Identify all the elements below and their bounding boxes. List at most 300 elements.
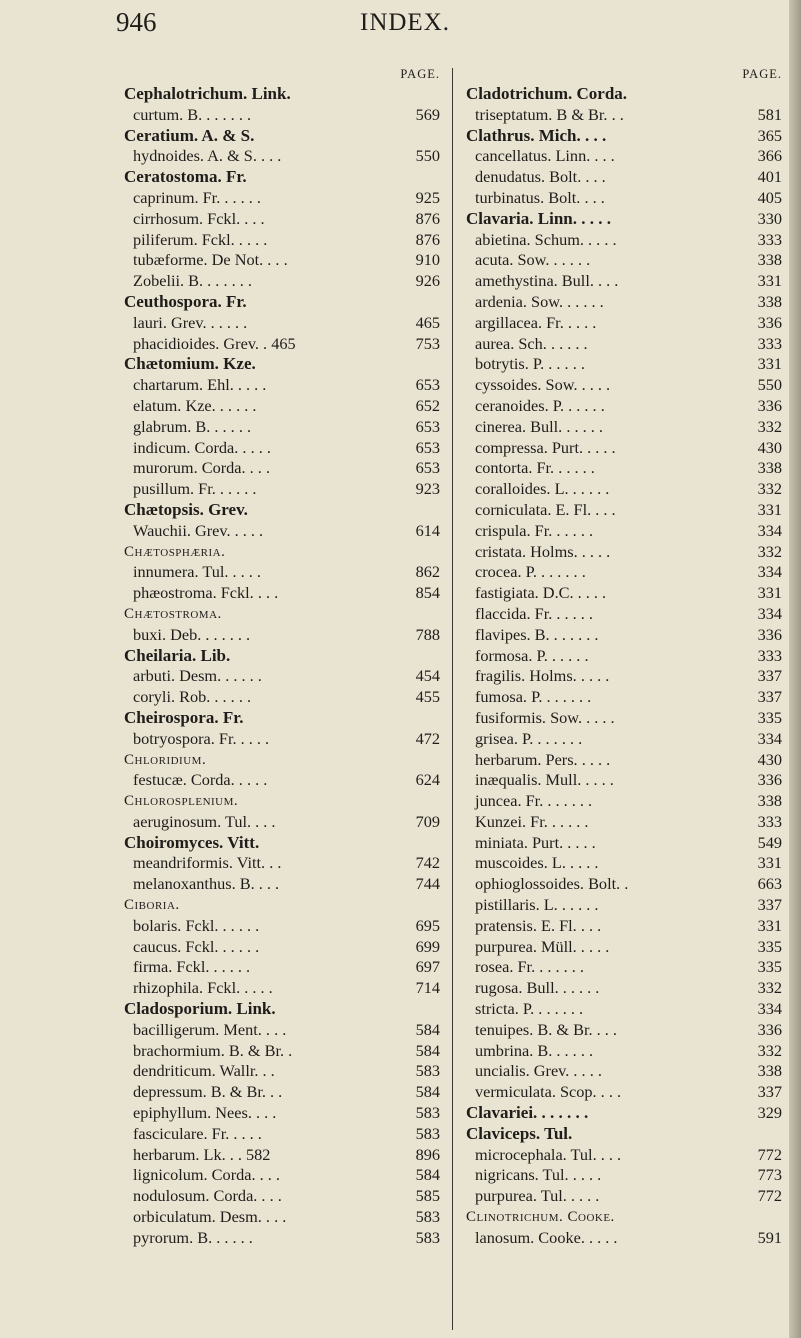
- entry-text: Cephalotrichum. Link.: [124, 84, 291, 103]
- entry-text: lignicolum. Corda. . . .: [133, 1165, 280, 1185]
- entry-text: purpurea. Tul. . . . .: [475, 1186, 600, 1206]
- index-subentry: [466, 1020, 782, 1041]
- index-subentry: [466, 625, 782, 646]
- entry-text: fragilis. Holms. . . . .: [475, 666, 610, 686]
- entry-text: Cladosporium. Link.: [124, 999, 276, 1019]
- entry-page-number: 430: [757, 437, 782, 457]
- index-subentry: [466, 250, 782, 271]
- entry-page-number: 581: [757, 104, 782, 124]
- entry-text: contorta. Fr. . . . . .: [475, 458, 595, 478]
- entry-text: Clathrus. Mich. . . .: [466, 125, 607, 145]
- index-subentry: [466, 1186, 782, 1207]
- index-subentry: [124, 1165, 440, 1186]
- entry-text: nigricans. Tul. . . . .: [475, 1165, 602, 1185]
- index-subentry: [466, 500, 782, 521]
- entry-page-number: 337: [757, 666, 782, 686]
- index-genus-entry: [124, 791, 440, 812]
- index-subentry: [466, 542, 782, 563]
- index-genus-entry: [124, 604, 440, 625]
- entry-page-number: 331: [757, 915, 782, 935]
- index-subentry: [124, 271, 440, 292]
- entry-text: chartarum. Ehl. . . . .: [133, 375, 267, 395]
- entry-text: Ceratium. A. & S.: [124, 125, 255, 145]
- entry-text: coryli. Rob. . . . . .: [133, 687, 252, 707]
- index-genus-entry: [466, 1124, 782, 1145]
- entry-text: fastigiata. D.C. . . . .: [475, 583, 607, 603]
- entry-page-number: 910: [415, 250, 440, 270]
- entry-text: Clinotrichum. Cooke.: [466, 1209, 615, 1226]
- entry-text: Choiromyces. Vitt.: [124, 832, 260, 852]
- entry-page-number: 854: [415, 583, 440, 603]
- entry-page-number: 584: [415, 1040, 440, 1060]
- entry-text: aeruginosum. Tul. . . .: [133, 811, 276, 831]
- index-subentry: [124, 146, 440, 167]
- entry-text: Chætosphæria.: [124, 543, 226, 560]
- index-genus-entry: [124, 292, 440, 313]
- index-subentry: [466, 812, 782, 833]
- entry-page-number: 336: [757, 312, 782, 332]
- entry-page-number: 334: [757, 603, 782, 623]
- entry-text: Zobelii. B. . . . . . .: [133, 271, 252, 291]
- entry-text: cirrhosum. Fckl. . . .: [133, 208, 265, 228]
- entry-page-number: 653: [415, 437, 440, 457]
- entry-text: botrytis. P. . . . . .: [475, 354, 585, 374]
- entry-text: cyssoides. Sow. . . . .: [475, 375, 611, 395]
- entry-page-number: 335: [757, 957, 782, 977]
- index-genus-entry: [124, 354, 440, 375]
- entry-page-number: 338: [757, 1061, 782, 1081]
- entry-page-number: 876: [415, 229, 440, 249]
- entry-text: inæqualis. Mull. . . . .: [475, 770, 614, 790]
- index-subentry: [466, 417, 782, 438]
- index-subentry: [466, 937, 782, 958]
- index-subentry: [466, 791, 782, 812]
- entry-text: Chloridium.: [124, 751, 207, 768]
- left-entry-list: [124, 84, 440, 1249]
- index-genus-entry: [466, 1103, 782, 1124]
- entry-page-number: 772: [757, 1186, 782, 1206]
- right-column-heading: PAGE.: [742, 67, 782, 81]
- entry-page-number: 331: [757, 853, 782, 873]
- entry-text: Chætomium. Kze.: [124, 354, 256, 374]
- entry-text: uncialis. Grev. . . . .: [475, 1061, 602, 1081]
- entry-page-number: 744: [415, 874, 440, 894]
- entry-page-number: 653: [415, 375, 440, 395]
- entry-text: herbarum. Lk. . . 582: [133, 1144, 271, 1164]
- index-subentry: [466, 375, 782, 396]
- index-subentry: [466, 354, 782, 375]
- index-subentry: [124, 230, 440, 251]
- entry-page-number: 332: [757, 541, 782, 561]
- entry-page-number: 405: [757, 187, 782, 207]
- entry-text: rugosa. Bull. . . . . .: [475, 978, 600, 998]
- entry-page-number: 624: [415, 770, 440, 790]
- entry-text: Kunzei. Fr. . . . . .: [475, 811, 589, 831]
- index-subentry: [466, 479, 782, 500]
- entry-page-number: 336: [757, 624, 782, 644]
- entry-page-number: 365: [757, 125, 782, 145]
- entry-page-number: 332: [757, 1040, 782, 1060]
- entry-text: piliferum. Fckl. . . . .: [133, 229, 268, 249]
- entry-text: Claviceps. Tul.: [466, 1123, 573, 1143]
- entry-page-number: 334: [757, 728, 782, 748]
- entry-page-number: 333: [757, 229, 782, 249]
- entry-text: purpurea. Müll. . . . .: [475, 936, 610, 956]
- entry-text: pistillaris. L. . . . . .: [475, 895, 599, 915]
- entry-page-number: 652: [415, 395, 440, 415]
- entry-page-number: 336: [757, 395, 782, 415]
- index-subentry: [124, 209, 440, 230]
- index-subentry: [124, 812, 440, 833]
- entry-text: lanosum. Cooke. . . . .: [475, 1227, 618, 1247]
- index-subentry: [466, 999, 782, 1020]
- index-subentry: [124, 729, 440, 750]
- entry-page-number: 876: [415, 208, 440, 228]
- entry-page-number: 583: [415, 1103, 440, 1123]
- entry-page-number: 550: [757, 375, 782, 395]
- entry-text: bacilligerum. Ment. . . .: [133, 1019, 287, 1039]
- entry-page-number: 338: [757, 291, 782, 311]
- index-genus-entry: [124, 167, 440, 188]
- index-subentry: [466, 1041, 782, 1062]
- entry-page-number: 334: [757, 562, 782, 582]
- index-subentry: [124, 666, 440, 687]
- index-subentry: [124, 105, 440, 126]
- entry-page-number: 773: [757, 1165, 782, 1185]
- entry-page-number: 334: [757, 999, 782, 1019]
- entry-page-number: 653: [415, 416, 440, 436]
- index-subentry: [466, 708, 782, 729]
- entry-text: Clavariei. . . . . . .: [466, 1103, 589, 1123]
- index-subentry: [466, 271, 782, 292]
- entry-text: pratensis. E. Fl. . . .: [475, 915, 602, 935]
- entry-page-number: 338: [757, 791, 782, 811]
- entry-page-number: 695: [415, 915, 440, 935]
- entry-text: botryospora. Fr. . . . .: [133, 728, 270, 748]
- index-subentry: [466, 1082, 782, 1103]
- index-genus-entry: [124, 126, 440, 147]
- entry-page-number: 331: [757, 271, 782, 291]
- entry-page-number: 331: [757, 354, 782, 374]
- entry-page-number: 333: [757, 333, 782, 353]
- entry-text: aurea. Sch. . . . . .: [475, 333, 588, 353]
- entry-text: orbiculatum. Desm. . . .: [133, 1207, 287, 1227]
- entry-text: amethystina. Bull. . . .: [475, 271, 619, 291]
- entry-page-number: 862: [415, 562, 440, 582]
- entry-page-number: 455: [415, 687, 440, 707]
- entry-text: flaccida. Fr. . . . . .: [475, 603, 594, 623]
- entry-page-number: 714: [415, 978, 440, 998]
- index-subentry: [466, 916, 782, 937]
- index-subentry: [466, 292, 782, 313]
- entry-text: herbarum. Pers. . . . .: [475, 749, 611, 769]
- entry-text: dendriticum. Wallr. . .: [133, 1061, 275, 1081]
- entry-text: innumera. Tul. . . . .: [133, 562, 261, 582]
- entry-text: Chætostroma.: [124, 605, 222, 622]
- entry-page-number: 338: [757, 458, 782, 478]
- entry-text: Clavaria. Linn. . . . .: [466, 208, 611, 228]
- index-subentry: [466, 334, 782, 355]
- entry-page-number: 583: [415, 1227, 440, 1247]
- index-subentry: [124, 458, 440, 479]
- index-subentry: [466, 583, 782, 604]
- entry-text: phæostroma. Fckl. . . .: [133, 583, 279, 603]
- index-subentry: [124, 396, 440, 417]
- entry-text: tubæforme. De Not. . . .: [133, 250, 288, 270]
- entry-text: Chætopsis. Grev.: [124, 499, 248, 519]
- entry-page-number: 337: [757, 895, 782, 915]
- index-subentry: [124, 1186, 440, 1207]
- entry-text: melanoxanthus. B. . . .: [133, 874, 280, 894]
- entry-text: muscoides. L. . . . .: [475, 853, 599, 873]
- entry-text: corniculata. E. Fl. . . .: [475, 499, 616, 519]
- entry-text: cristata. Holms. . . . .: [475, 541, 611, 561]
- index-subentry: [466, 957, 782, 978]
- index-subentry: [466, 562, 782, 583]
- entry-text: indicum. Corda. . . . .: [133, 437, 271, 457]
- entry-text: Cheilaria. Lib.: [124, 645, 231, 665]
- entry-page-number: 772: [757, 1144, 782, 1164]
- right-column: [466, 64, 782, 1249]
- entry-text: caprinum. Fr. . . . . .: [133, 187, 261, 207]
- entry-page-number: 699: [415, 936, 440, 956]
- index-subentry: [124, 770, 440, 791]
- entry-text: depressum. B. & Br. . .: [133, 1082, 283, 1102]
- index-subentry: [466, 770, 782, 791]
- index-subentry: [466, 1061, 782, 1082]
- index-genus-entry: [466, 209, 782, 230]
- index-subentry: [466, 687, 782, 708]
- entry-text: flavipes. B. . . . . . .: [475, 624, 599, 644]
- index-subentry: [124, 937, 440, 958]
- index-subentry: [466, 1165, 782, 1186]
- index-subentry: [124, 521, 440, 542]
- entry-page-number: 550: [415, 146, 440, 166]
- entry-text: triseptatum. B & Br. . .: [475, 104, 624, 124]
- entry-page-number: 337: [757, 687, 782, 707]
- index-subentry: [466, 1145, 782, 1166]
- index-subentry: [124, 562, 440, 583]
- index-subentry: [124, 687, 440, 708]
- index-subentry: [466, 750, 782, 771]
- index-subentry: [124, 375, 440, 396]
- index-subentry: [124, 1020, 440, 1041]
- entry-text: acuta. Sow. . . . . .: [475, 250, 591, 270]
- index-subentry: [124, 313, 440, 334]
- entry-page-number: 333: [757, 645, 782, 665]
- index-subentry: [466, 521, 782, 542]
- entry-text: Cheirospora. Fr.: [124, 707, 244, 727]
- entry-text: umbrina. B. . . . . .: [475, 1040, 594, 1060]
- entry-text: elatum. Kze. . . . . .: [133, 395, 257, 415]
- entry-text: Ceuthospora. Fr.: [124, 291, 247, 311]
- entry-page-number: 788: [415, 624, 440, 644]
- index-subentry: [124, 1061, 440, 1082]
- entry-page-number: 338: [757, 250, 782, 270]
- index-subentry: [124, 1082, 440, 1103]
- entry-page-number: 331: [757, 499, 782, 519]
- entry-page-number: 585: [415, 1186, 440, 1206]
- entry-text: rhizophila. Fckl. . . . .: [133, 978, 273, 998]
- index-genus-entry: [124, 833, 440, 854]
- index-subentry: [466, 146, 782, 167]
- entry-text: bolaris. Fckl. . . . . .: [133, 915, 260, 935]
- entry-page-number: 332: [757, 978, 782, 998]
- entry-page-number: 896: [415, 1144, 440, 1164]
- entry-text: meandriformis. Vitt. . .: [133, 853, 282, 873]
- index-genus-entry: [124, 708, 440, 729]
- entry-text: curtum. B. . . . . . .: [133, 104, 252, 124]
- entry-text: firma. Fckl. . . . . .: [133, 957, 251, 977]
- column-divider: [452, 68, 453, 1330]
- index-subentry: [124, 1041, 440, 1062]
- entry-text: murorum. Corda. . . .: [133, 458, 271, 478]
- entry-page-number: 584: [415, 1165, 440, 1185]
- entry-text: Cladotrichum. Corda.: [466, 84, 628, 103]
- entry-text: glabrum. B. . . . . .: [133, 416, 252, 436]
- index-subentry: [124, 334, 440, 355]
- entry-text: Ceratostoma. Fr.: [124, 167, 247, 187]
- entry-page-number: 923: [415, 479, 440, 499]
- index-genus-entry: [466, 126, 782, 147]
- index-subentry: [466, 105, 782, 126]
- entry-text: rosea. Fr. . . . . . .: [475, 957, 584, 977]
- entry-text: crocea. P. . . . . . .: [475, 562, 586, 582]
- index-subentry: [124, 978, 440, 999]
- entry-text: coralloides. L. . . . . .: [475, 479, 610, 499]
- index-genus-entry: [466, 84, 782, 105]
- index-subentry: [124, 188, 440, 209]
- index-subentry: [124, 1145, 440, 1166]
- index-subentry: [466, 666, 782, 687]
- index-subentry: [124, 583, 440, 604]
- entry-page-number: 583: [415, 1207, 440, 1227]
- entry-page-number: 430: [757, 749, 782, 769]
- entry-page-number: 465: [415, 312, 440, 332]
- entry-page-number: 454: [415, 666, 440, 686]
- entry-text: brachormium. B. & Br. .: [133, 1040, 293, 1060]
- entry-page-number: 337: [757, 1082, 782, 1102]
- index-genus-entry: [124, 542, 440, 563]
- entry-text: grisea. P. . . . . . .: [475, 728, 583, 748]
- entry-text: turbinatus. Bolt. . . .: [475, 187, 605, 207]
- entry-text: pusillum. Fr. . . . . .: [133, 479, 257, 499]
- entry-text: caucus. Fckl. . . . . .: [133, 936, 260, 956]
- entry-text: cinerea. Bull. . . . . .: [475, 416, 603, 436]
- entry-page-number: 584: [415, 1082, 440, 1102]
- running-head: INDEX.: [360, 9, 451, 36]
- entry-text: vermiculata. Scop. . . .: [475, 1082, 622, 1102]
- entry-text: phacidioides. Grev. . 465: [133, 333, 296, 353]
- entry-text: Chlorosplenium.: [124, 793, 239, 810]
- entry-page-number: 753: [415, 333, 440, 353]
- entry-page-number: 925: [415, 187, 440, 207]
- entry-text: arbuti. Desm. . . . . .: [133, 666, 262, 686]
- entry-page-number: 366: [757, 146, 782, 166]
- entry-page-number: 569: [415, 104, 440, 124]
- entry-text: buxi. Deb. . . . . . .: [133, 624, 251, 644]
- entry-text: denudatus. Bolt. . . .: [475, 167, 606, 187]
- entry-text: epiphyllum. Nees. . . .: [133, 1103, 277, 1123]
- index-genus-entry: [124, 999, 440, 1020]
- entry-text: fumosa. P. . . . . . .: [475, 687, 592, 707]
- entry-text: lauri. Grev. . . . . .: [133, 312, 248, 332]
- index-subentry: [466, 458, 782, 479]
- entry-text: formosa. P. . . . . .: [475, 645, 589, 665]
- entry-text: hydnoides. A. & S. . . .: [133, 146, 282, 166]
- entry-page-number: 663: [757, 874, 782, 894]
- index-subentry: [466, 230, 782, 251]
- index-genus-entry: [124, 646, 440, 667]
- entry-text: Wauchii. Grev. . . . .: [133, 520, 264, 540]
- entry-text: festucæ. Corda. . . . .: [133, 770, 268, 790]
- entry-text: compressa. Purt. . . . .: [475, 437, 616, 457]
- page-edge: [789, 0, 801, 1338]
- entry-page-number: 472: [415, 728, 440, 748]
- index-subentry: [124, 1207, 440, 1228]
- index-subentry: [466, 438, 782, 459]
- entry-page-number: 329: [757, 1103, 782, 1123]
- index-subentry: [466, 188, 782, 209]
- index-genus-entry: [124, 750, 440, 771]
- left-column: [124, 64, 440, 1249]
- index-subentry: [466, 895, 782, 916]
- index-subentry: [466, 167, 782, 188]
- index-subentry: [124, 438, 440, 459]
- right-entry-list: [466, 84, 782, 1249]
- index-subentry: [124, 957, 440, 978]
- entry-text: cancellatus. Linn. . . .: [475, 146, 615, 166]
- index-subentry: [124, 625, 440, 646]
- index-genus-entry: [124, 500, 440, 521]
- entry-page-number: 926: [415, 271, 440, 291]
- index-subentry: [466, 853, 782, 874]
- entry-text: abietina. Schum. . . . .: [475, 229, 617, 249]
- index-subentry: [466, 1228, 782, 1249]
- index-subentry: [466, 978, 782, 999]
- entry-text: miniata. Purt. . . . .: [475, 832, 596, 852]
- entry-page-number: 742: [415, 853, 440, 873]
- entry-page-number: 591: [757, 1227, 782, 1247]
- entry-page-number: 336: [757, 1019, 782, 1039]
- entry-page-number: 332: [757, 479, 782, 499]
- entry-text: Ciboria.: [124, 897, 180, 914]
- index-subentry: [124, 479, 440, 500]
- index-subentry: [466, 646, 782, 667]
- index-genus-entry: [466, 1207, 782, 1228]
- index-subentry: [124, 874, 440, 895]
- index-genus-entry: [124, 895, 440, 916]
- entry-page-number: 584: [415, 1019, 440, 1039]
- entry-page-number: 653: [415, 458, 440, 478]
- entry-text: crispula. Fr. . . . . .: [475, 520, 594, 540]
- index-subentry: [124, 250, 440, 271]
- entry-page-number: 332: [757, 416, 782, 436]
- entry-text: nodulosum. Corda. . . .: [133, 1186, 282, 1206]
- entry-text: juncea. Fr. . . . . . .: [475, 791, 593, 811]
- entry-page-number: 333: [757, 811, 782, 831]
- index-subentry: [124, 1124, 440, 1145]
- entry-text: fasciculare. Fr. . . . .: [133, 1123, 262, 1143]
- index-genus-entry: [124, 84, 440, 105]
- index-subentry: [124, 1228, 440, 1249]
- page-number: 946: [116, 7, 157, 37]
- entry-text: stricta. P. . . . . . .: [475, 999, 584, 1019]
- entry-page-number: 709: [415, 811, 440, 831]
- index-subentry: [466, 313, 782, 334]
- entry-text: tenuipes. B. & Br. . . .: [475, 1019, 618, 1039]
- entry-text: argillacea. Fr. . . . .: [475, 312, 597, 332]
